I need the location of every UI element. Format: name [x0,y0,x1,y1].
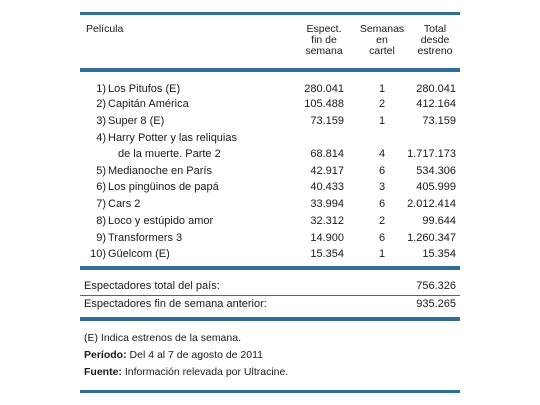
footer-note: (E) Indica estrenos de la semana. [84,332,241,344]
table-row: 8) Loco y estúpido amor 32.312 2 99.644 [96,215,456,227]
summary-total-value: 756.326 [416,280,456,292]
table-row: 3) Super 8 (E) 73.159 1 73.159 [96,115,456,127]
summary-prev-row [84,296,460,312]
footer-period: Período: Del 4 al 7 de agosto de 2011 [84,349,264,361]
header-divider [80,68,460,72]
table-row: 2) Capitán América 105.488 2 412.164 [96,98,456,110]
table-row: 6) Los pingüinos de papá 40.433 3 405.999 [96,181,456,193]
table-row: 1) Los Pitufos (E) 280.041 1 280.041 [96,83,456,95]
header-semanas: Semanas en cartel [359,23,405,57]
header-pelicula: Película [86,23,124,35]
header-total: Total desde estreno [417,23,453,57]
rows-divider [80,266,460,270]
summary-prev-value: 935.265 [416,298,456,310]
bottom-rule [80,390,460,393]
summary-total-label: Espectadores total del país: [84,280,220,292]
footer-source: Fuente: Información relevada por Ultracine. [84,366,289,378]
top-rule [80,12,460,15]
header-espectadores: Espect. fin de semana [305,23,343,57]
summary-total-row [84,278,460,294]
table-row: 7) Cars 2 33.994 6 2.012.414 [96,198,456,210]
summary-bottom-rule [80,317,460,321]
table-row: 4) Harry Potter y las reliquias de la muerte. Parte 2 68.814 4 1.717.173 [96,132,456,160]
table-row: 5) Medianoche en París 42.917 6 534.306 [96,165,456,177]
table-row: 9) Transformers 3 14.900 6 1.260.347 [96,232,456,244]
summary-prev-label: Espectadores fin de semana anterior: [84,298,267,310]
table-row: 10) Güelcom (E) 15.354 1 15.354 [90,248,456,260]
